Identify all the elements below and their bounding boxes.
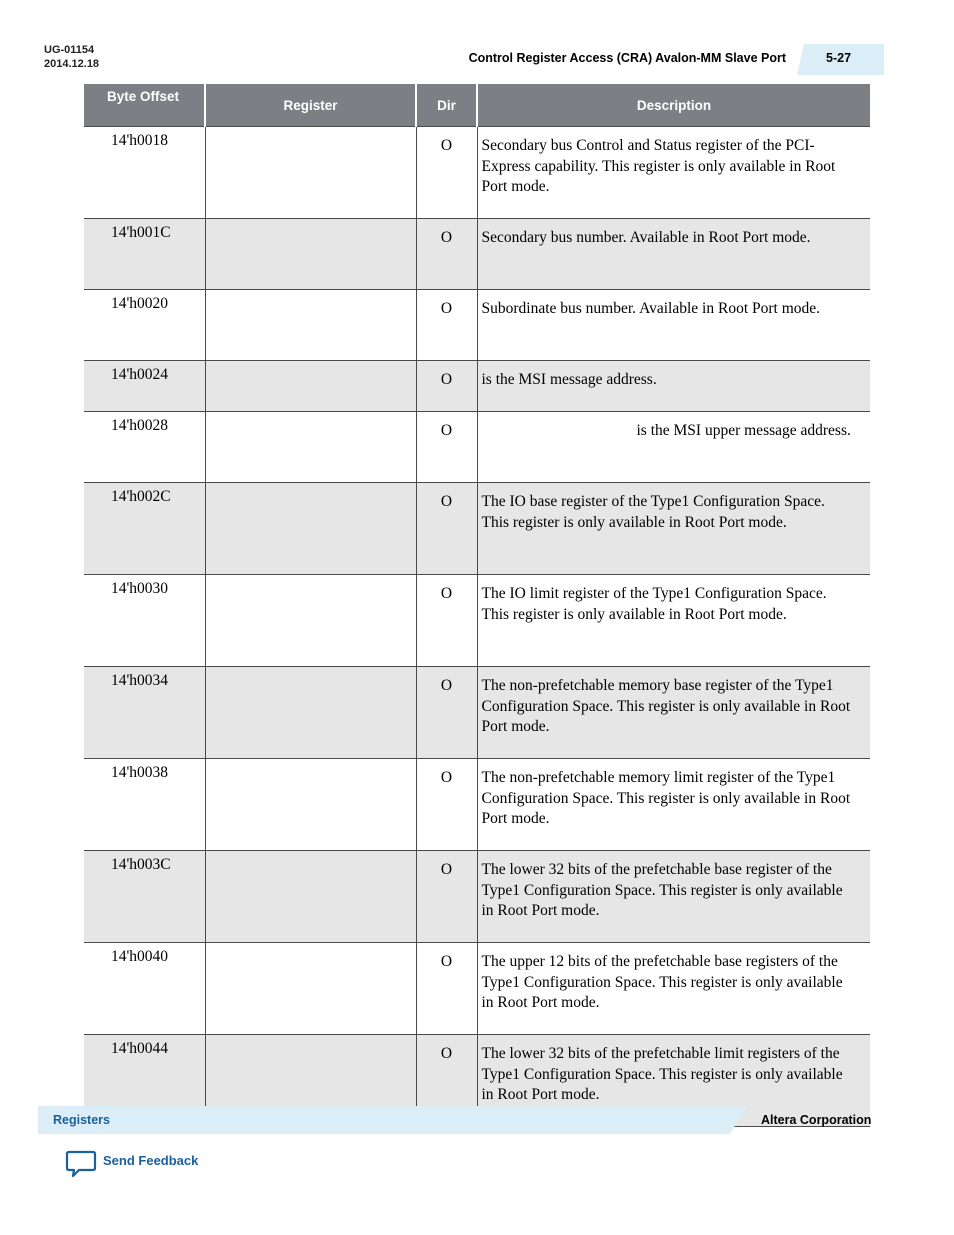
dir-cell: O	[416, 219, 477, 290]
offset-cell: 14'h0038	[84, 759, 205, 851]
offset-cell: 14'h001C	[84, 219, 205, 290]
col-header-byte-offset: Byte Offset	[84, 84, 205, 127]
description-cell: The non-prefetchable memory base register of the Type1 Configuration Space. This register is only available in Root Port mode.	[477, 667, 870, 759]
description-cell: Secondary bus number. Available in Root Port mode.	[477, 219, 870, 290]
speech-bubble-icon[interactable]	[65, 1150, 97, 1178]
col-header-dir: Dir	[416, 84, 477, 127]
offset-cell: 14'h0040	[84, 943, 205, 1035]
table-header-row	[84, 84, 870, 127]
description-cell: is the MSI message address.	[477, 361, 870, 412]
dir-cell: O	[416, 667, 477, 759]
register-cell	[205, 483, 416, 575]
table-row	[84, 219, 870, 290]
table-row	[84, 483, 870, 575]
register-cell	[205, 290, 416, 361]
register-cell	[205, 759, 416, 851]
dir-cell: O	[416, 1035, 477, 1127]
dir-cell: O	[416, 759, 477, 851]
register-cell	[205, 412, 416, 483]
send-feedback-link[interactable]: Send Feedback	[103, 1153, 199, 1168]
table-row	[84, 667, 870, 759]
table-row	[84, 575, 870, 667]
doc-id-block	[44, 43, 99, 71]
offset-cell: 14'h002C	[84, 483, 205, 575]
dir-cell: O	[416, 290, 477, 361]
register-cell	[205, 667, 416, 759]
offset-cell: 14'h0020	[84, 290, 205, 361]
dir-cell: O	[416, 575, 477, 667]
table-row	[84, 943, 870, 1035]
offset-cell: 14'h0024	[84, 361, 205, 412]
description-cell: The lower 32 bits of the prefetchable base register of the Type1 Configuration Space. This register is only available in Root Port mode.	[477, 851, 870, 943]
description-cell: Subordinate bus number. Available in Root Port mode.	[477, 290, 870, 361]
footer-company: Altera Corporation	[761, 1113, 872, 1127]
register-cell	[205, 943, 416, 1035]
table-row	[84, 759, 870, 851]
description-cell: Secondary bus Control and Status register of the PCI-Express capability. This register is only available in Root Port mode.	[477, 127, 870, 219]
offset-cell: 14'h0028	[84, 412, 205, 483]
offset-cell: 14'h0044	[84, 1035, 205, 1127]
description-cell: The IO base register of the Type1 Configuration Space. This register is only available in Root Port mode.	[477, 483, 870, 575]
table-row	[84, 290, 870, 361]
offset-cell: 14'h0030	[84, 575, 205, 667]
page-number: 5-27	[826, 51, 852, 65]
doc-date: 2014.12.18	[44, 58, 100, 70]
description-cell: The IO limit register of the Type1 Configuration Space. This register is only available in Root Port mode.	[477, 575, 870, 667]
col-header-description: Description	[477, 84, 870, 127]
offset-cell: 14'h0034	[84, 667, 205, 759]
description-cell: The upper 12 bits of the prefetchable base registers of the Type1 Configuration Space. This register is only available in Root Port mode.	[477, 943, 870, 1035]
register-cell	[205, 219, 416, 290]
description-cell: The lower 32 bits of the prefetchable limit registers of the Type1 Configuration Space. This register is only available in Root Port mode.	[477, 1035, 870, 1127]
footer-section-link[interactable]: Registers	[53, 1113, 110, 1127]
footer-bar	[38, 1106, 747, 1134]
description-cell: The non-prefetchable memory limit register of the Type1 Configuration Space. This register is only available in Root Port mode.	[477, 759, 870, 851]
description-cell	[477, 412, 870, 483]
col-header-register: Register	[205, 84, 416, 127]
register-cell	[205, 361, 416, 412]
dir-cell: O	[416, 127, 477, 219]
table-row	[84, 851, 870, 943]
description-text: is the MSI upper message address.	[636, 422, 851, 439]
register-cell	[205, 127, 416, 219]
table-row	[84, 361, 870, 412]
section-title: Control Register Access (CRA) Avalon-MM Slave Port	[468, 51, 786, 65]
doc-id: UG-01154	[44, 44, 95, 56]
dir-cell: O	[416, 483, 477, 575]
table-row	[84, 412, 870, 483]
dir-cell: O	[416, 943, 477, 1035]
register-cell	[205, 851, 416, 943]
dir-cell: O	[416, 851, 477, 943]
dir-cell: O	[416, 361, 477, 412]
offset-cell: 14'h003C	[84, 851, 205, 943]
register-table	[84, 84, 870, 1127]
dir-cell: O	[416, 412, 477, 483]
register-cell	[205, 575, 416, 667]
offset-cell: 14'h0018	[84, 127, 205, 219]
table-row	[84, 127, 870, 219]
